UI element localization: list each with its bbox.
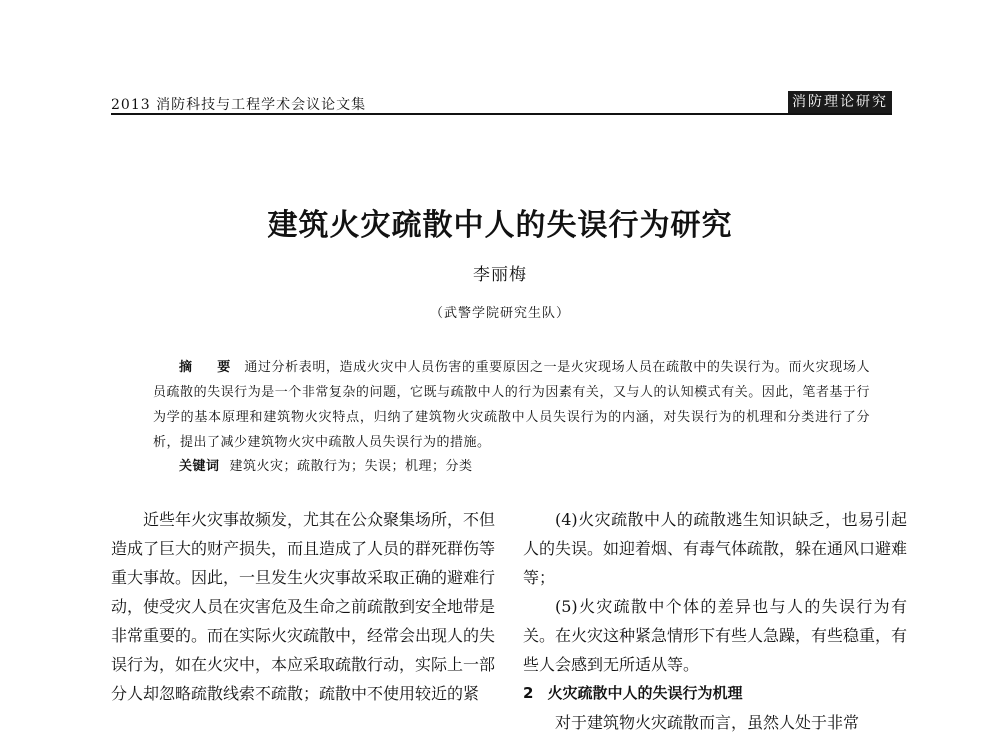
- abstract-label: 摘 要: [179, 360, 237, 375]
- intro-paragraph: 近些年火灾事故频发，尤其在公众聚集场所，不但造成了巨大的财产损失，而且造成了人员的群死群伤等重大事故。因此，一旦发生火灾事故采取正确的避难行动，使受灾人员在灾害危及生命之前疏散到安全地带是非常重要的。而在实际火灾疏散中，经常会出现人的失误行为，如在火灾中，本应采取疏散行动，实际上一部分人却忽略疏散线索不疏散；疏散中不使用较近的紧: [111, 510, 496, 703]
- paper-affiliation: （武警学院研究生队）: [429, 306, 570, 321]
- section-heading: [523, 679, 907, 708]
- keywords: [179, 455, 879, 474]
- list-item-4: (4)火灾疏散中人的疏散逃生知识缺乏，也易引起人的失误。如迎着烟、有毒气体疏散，躲在通风口避难等；: [523, 510, 908, 587]
- list-item-5: (5)火灾疏散中个体的差异也与人的失误行为有关。在火灾这种紧急情形下有些人急躁，有些稳重，有些人会感到无所适从等。: [523, 597, 908, 674]
- section-number: 2: [523, 684, 534, 702]
- paper-author: 李丽梅: [473, 265, 527, 285]
- abstract-text: 通过分析表明，造成火灾中人员伤害的重要原因之一是火灾现场人员在疏散中的失误行为。而火灾现场人员疏散的失误行为是一个非常复杂的问题，它既与疏散中人的行为因素有关，又与人的认知模式有关。因此，笔者基于行为学的基本原理和建筑物火灾特点，归纳了建筑物火灾疏散中人员失误行为的内涵，对失误行为的机理和分类进行了分析，提出了减少建筑物火灾中疏散人员失误行为的措施。: [153, 360, 870, 450]
- keywords-text: 建筑火灾；疏散行为；失误；机理；分类: [229, 459, 473, 474]
- section-badge: 消防理论研究: [788, 91, 892, 113]
- header-rule: [111, 113, 892, 115]
- section-paragraph: 对于建筑物火灾疏散而言，虽然人处于非常: [555, 713, 860, 732]
- body-right-column: [523, 505, 907, 737]
- paper-title: 建筑火灾疏散中人的失误行为研究: [267, 208, 733, 243]
- journal-header: 2013 消防科技与工程学术会议论文集: [111, 97, 367, 113]
- keywords-label: 关键词: [179, 459, 220, 474]
- abstract: [153, 355, 870, 455]
- section-title: 火灾疏散中人的失误行为机理: [547, 684, 743, 702]
- body-left-column: [111, 505, 495, 708]
